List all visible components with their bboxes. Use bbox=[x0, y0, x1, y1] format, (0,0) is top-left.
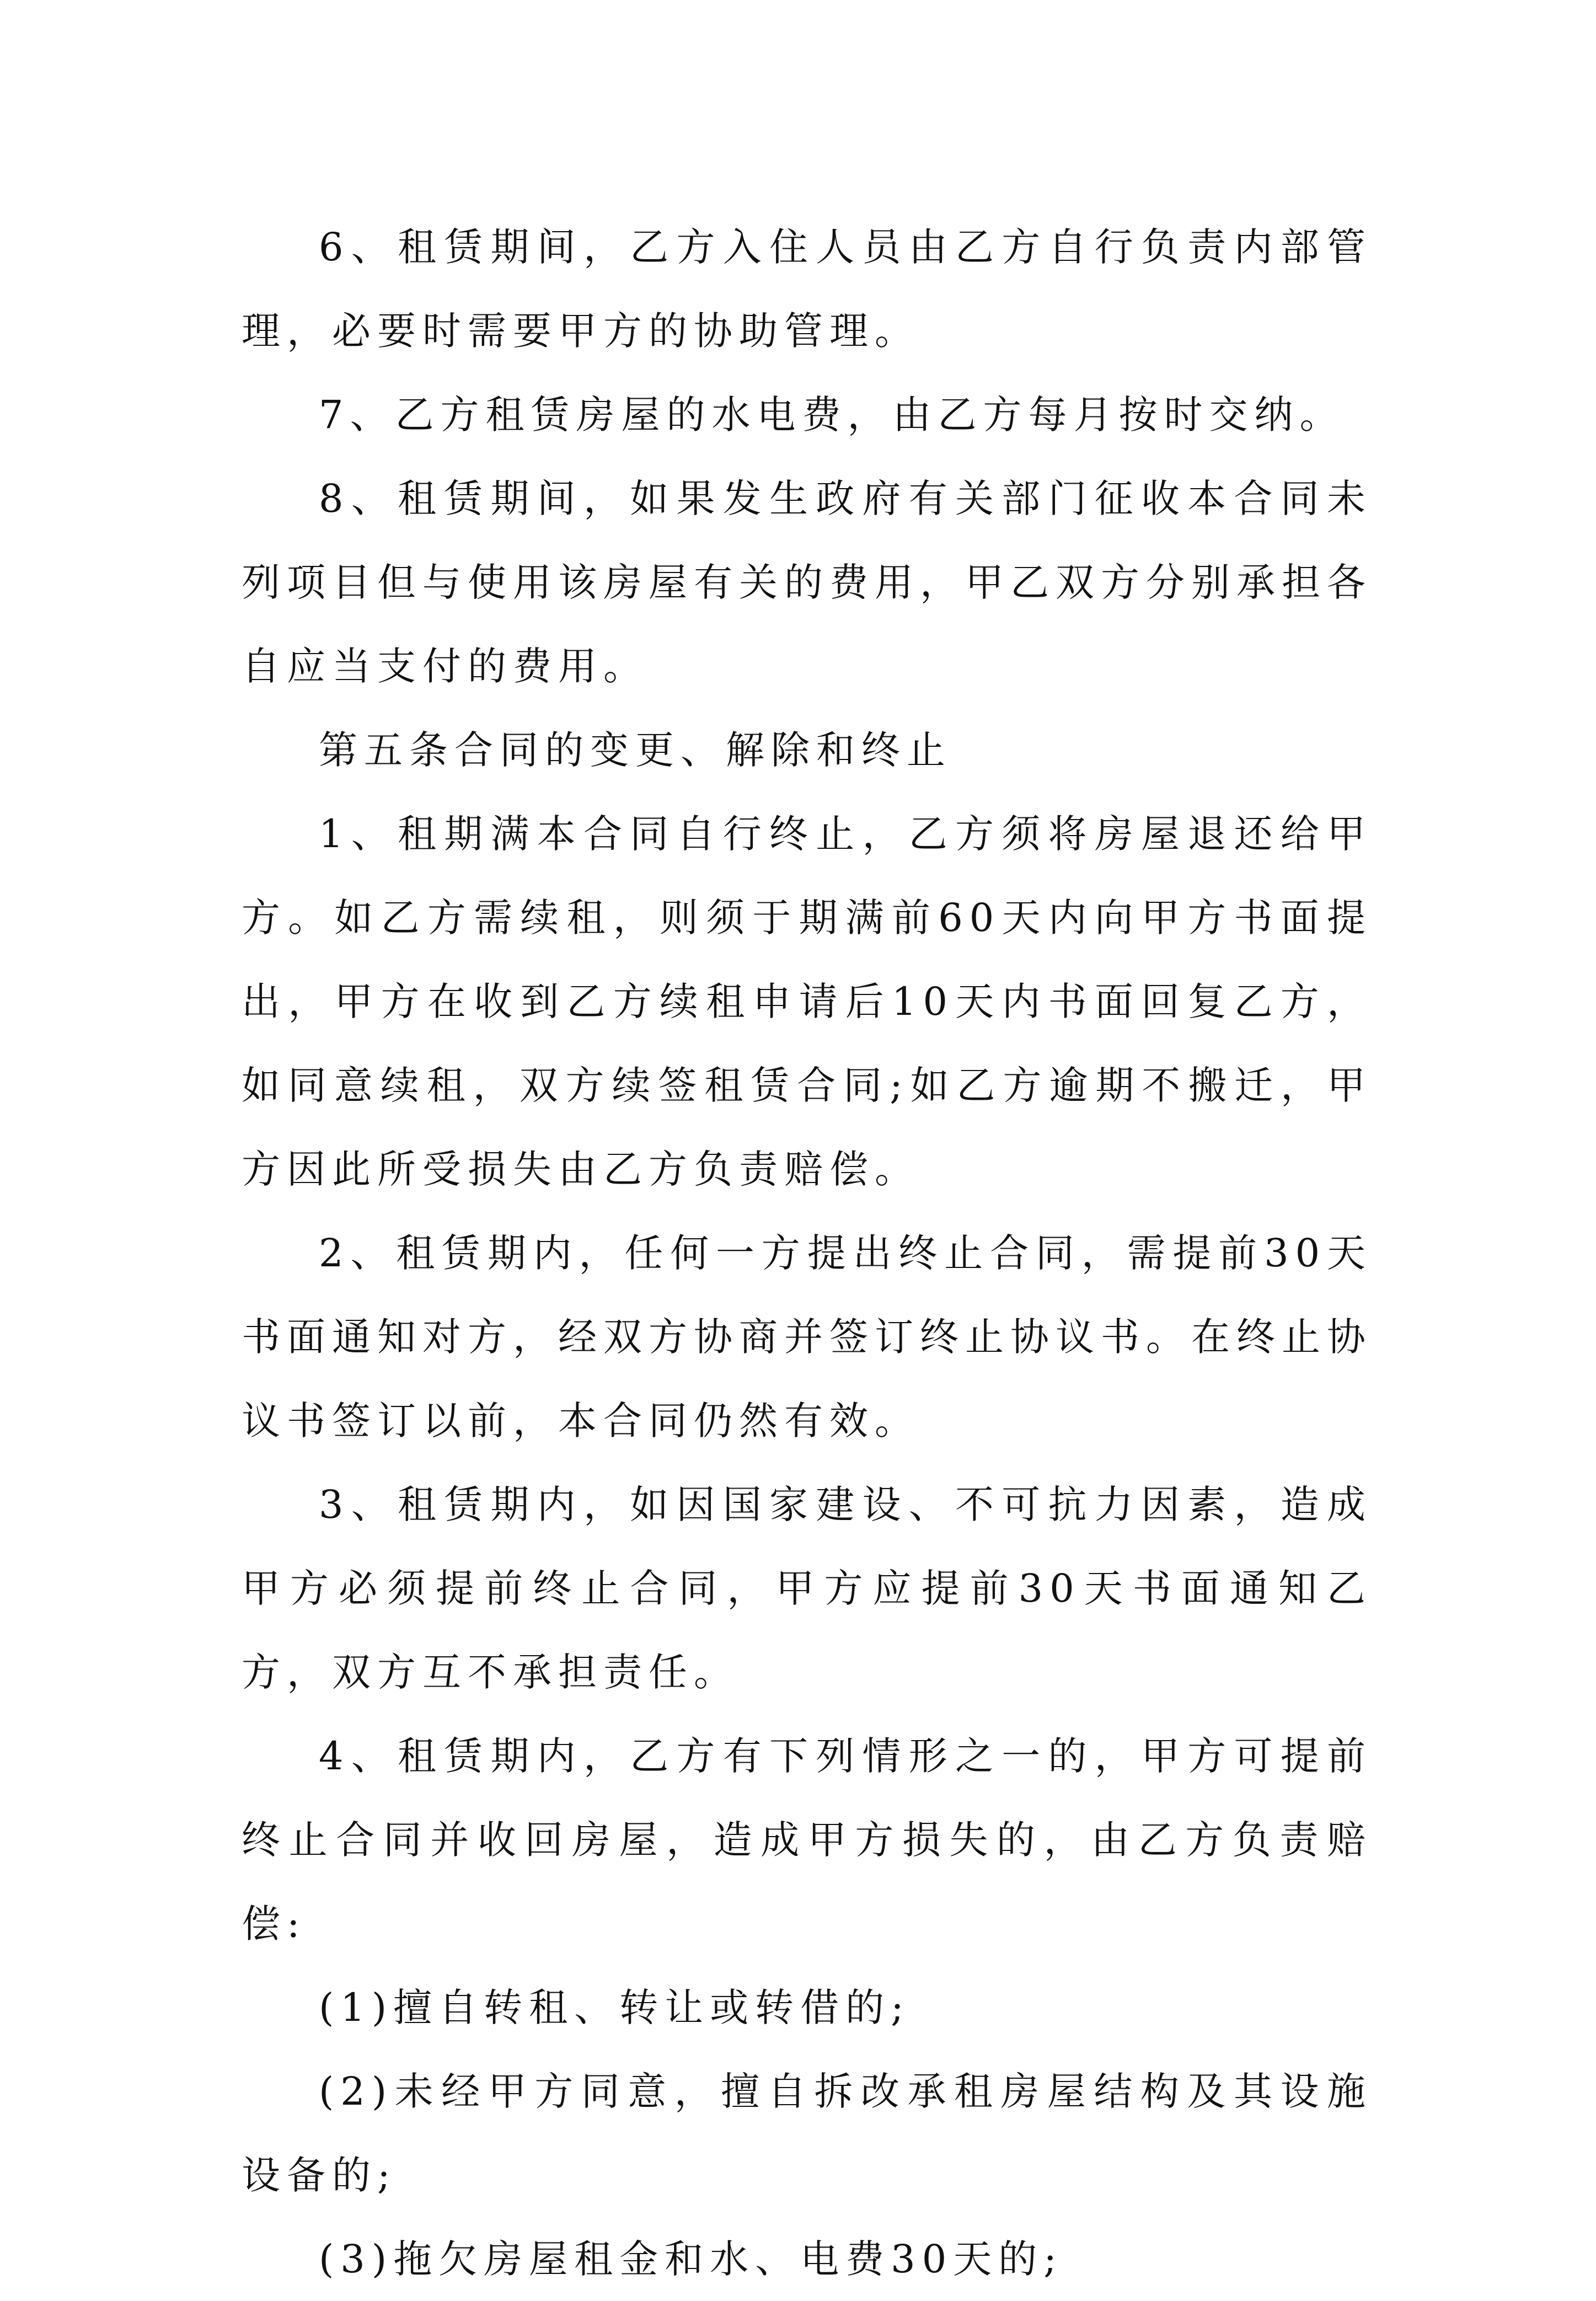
sub-item-2: (2)未经甲方同意，擅自拆改承租房屋结构及其设施设备的; bbox=[242, 2069, 1372, 2198]
clause-item-6: 6、租赁期间，乙方入住人员由乙方自行负责内部管理，必要时需要甲方的协助管理。 bbox=[242, 224, 1372, 354]
clause-item-2: 2、租赁期内，任何一方提出终止合同，需提前30天书面通知对方，经双方协商并签订终止协议书。在终止协议书签订以前，本合同仍然有效。 bbox=[242, 1230, 1372, 1443]
sub-item-3: (3)拖欠房屋租金和水、电费30天的; bbox=[319, 2236, 1063, 2282]
clause-item-8: 8、租赁期间，如果发生政府有关部门征收本合同未列项目但与使用该房屋有关的费用，甲乙双方分别承担各自应当支付的费用。 bbox=[242, 476, 1372, 689]
clause-item-1: 1、租期满本合同自行终止，乙方须将房屋退还给甲方。如乙方需续租，则须于期满前60天内向甲方书面提出，甲方在收到乙方续租申请后10天内书面回复乙方，如同意续租，双方续签租赁合同;如乙方逾期不搬迁，甲方因此所受损失由乙方负责赔偿。 bbox=[242, 811, 1372, 1192]
document-body bbox=[242, 205, 1372, 2301]
sub-item-1: (1)擅自转租、转让或转借的; bbox=[319, 1985, 911, 2030]
clause-item-3: 3、租赁期内，如因国家建设、不可抗力因素，造成甲方必须提前终止合同，甲方应提前30天书面通知乙方，双方互不承担责任。 bbox=[242, 1482, 1372, 1695]
section-heading-article-5: 第五条合同的变更、解除和终止 bbox=[319, 727, 952, 773]
clause-item-7: 7、乙方租赁房屋的水电费，由乙方每月按时交纳。 bbox=[319, 392, 1345, 437]
clause-item-4: 4、租赁期内，乙方有下列情形之一的，甲方可提前终止合同并收回房屋，造成甲方损失的，由乙方负责赔偿: bbox=[242, 1733, 1372, 1946]
